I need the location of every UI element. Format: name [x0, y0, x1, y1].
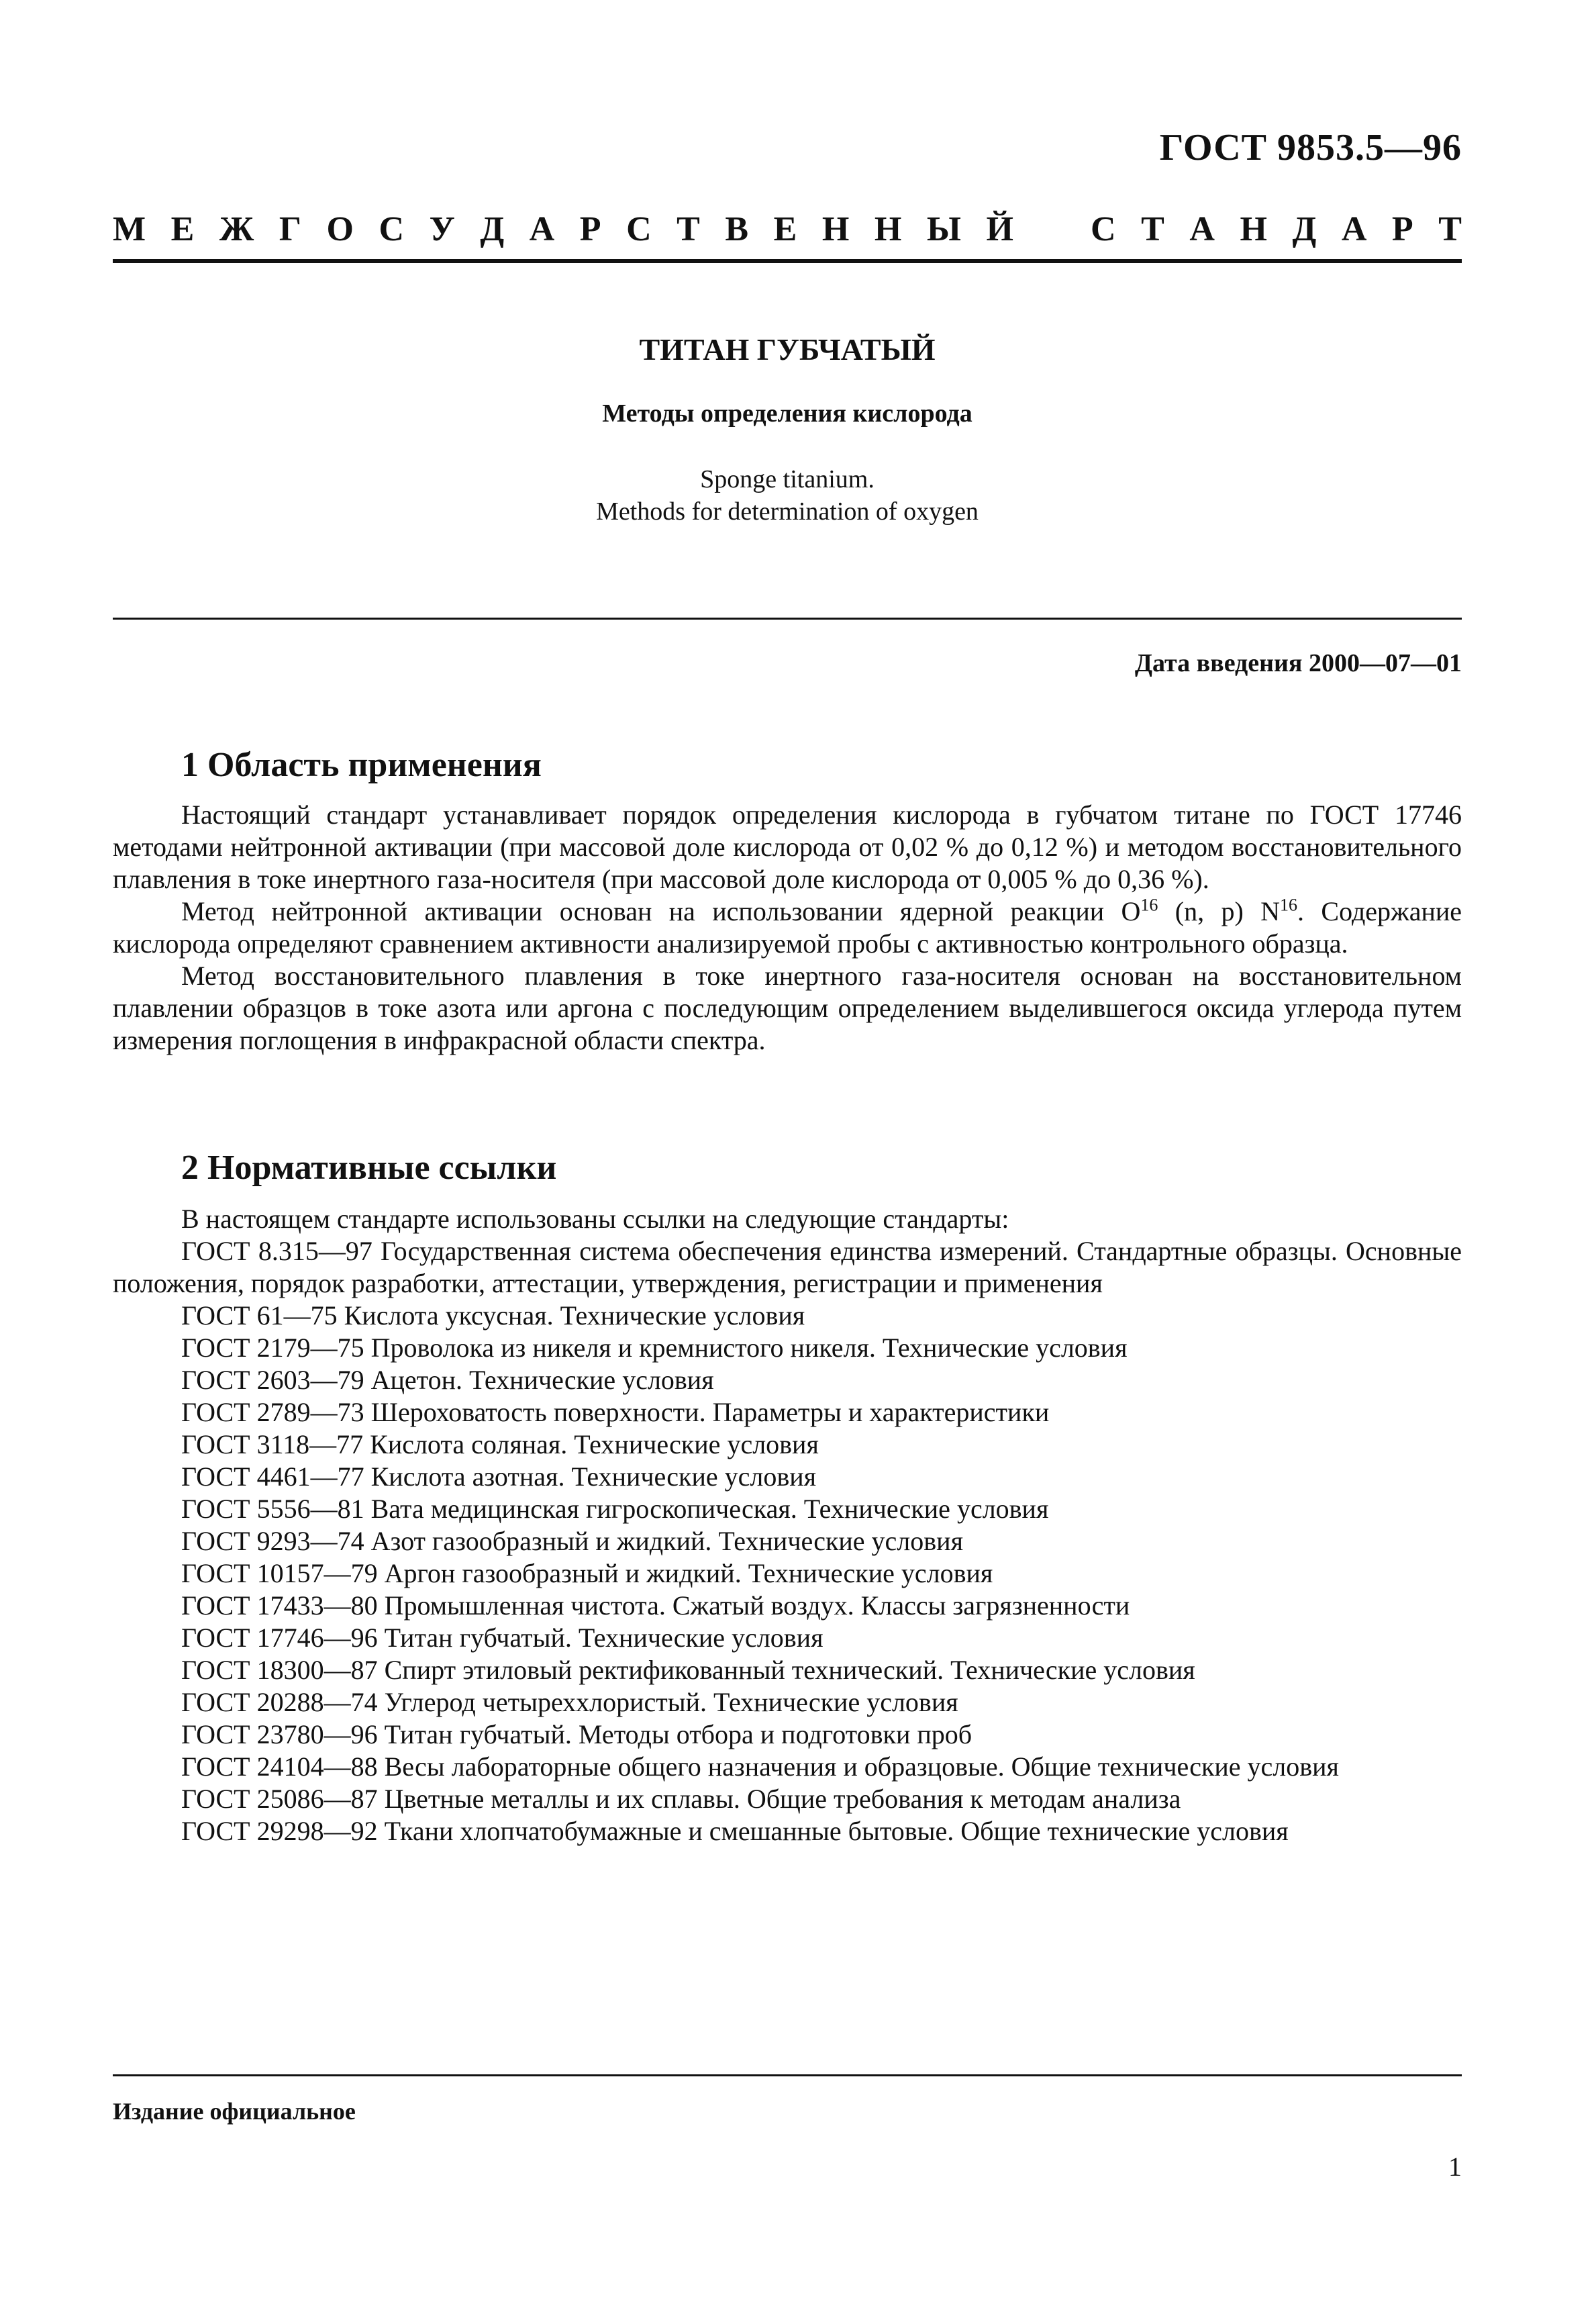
page-number: 1	[1448, 2152, 1462, 2182]
banner-letter: Й	[986, 210, 1013, 248]
english-title-line: Sponge titanium.	[700, 465, 875, 493]
text-run: (n, p) N	[1158, 896, 1281, 926]
banner-letter: Т	[1438, 210, 1462, 248]
reference-item: ГОСТ 17746—96 Титан губчатый. Технические условия	[181, 1623, 824, 1653]
reference-item: ГОСТ 8.315—97 Государственная система обеспечения единства измерений. Стандартные образцы. Основные положения, порядок разработки, аттестации, утверждения, регистрации и применения	[113, 1236, 1462, 1298]
title-divider	[113, 618, 1462, 620]
reference-item: ГОСТ 61—75 Кислота уксусная. Технические условия	[181, 1300, 805, 1331]
reference-item: ГОСТ 2603—79 Ацетон. Технические условия	[181, 1365, 714, 1395]
section-2-heading: 2 Нормативные ссылки	[181, 1149, 557, 1187]
reference-item: ГОСТ 10157—79 Аргон газообразный и жидкий. Технические условия	[181, 1558, 993, 1588]
references-intro: В настоящем стандарте использованы ссылки на следующие стандарты:	[181, 1204, 1009, 1234]
english-title	[113, 463, 1462, 528]
reference-item: ГОСТ 20288—74 Углерод четыреххлористый. Технические условия	[181, 1687, 958, 1717]
reference-item: ГОСТ 24104—88 Весы лабораторные общего назначения и образцовые. Общие технические условия	[181, 1751, 1339, 1782]
section-2-body	[113, 1203, 1462, 1847]
reference-item: ГОСТ 3118—77 Кислота соляная. Технические условия	[181, 1429, 819, 1459]
banner-letter: Т	[1141, 210, 1164, 248]
reference-item: ГОСТ 29298—92 Ткани хлопчатобумажные и смешанные бытовые. Общие технические условия	[181, 1816, 1289, 1846]
section-1-body	[113, 799, 1462, 1057]
reference-item: ГОСТ 2179—75 Проволока из никеля и кремнистого никеля. Технические условия	[181, 1333, 1128, 1363]
banner-letter: Н	[1240, 210, 1267, 248]
banner-letter: Е	[773, 210, 797, 248]
banner-letter: А	[529, 210, 555, 248]
banner-letter: У	[429, 210, 455, 248]
reference-item: ГОСТ 5556—81 Вата медицинская гигроскопическая. Технические условия	[181, 1494, 1049, 1524]
document-page	[113, 0, 1462, 2314]
text-run: Метод нейтронной активации основан на использовании ядерной реакции O	[181, 896, 1141, 926]
banner-letter: В	[725, 210, 749, 248]
interstate-standard-banner	[113, 209, 1462, 249]
banner-letter: М	[113, 210, 146, 248]
reference-item: ГОСТ 18300—87 Спирт этиловый ректификованный технический. Технические условия	[181, 1655, 1195, 1685]
banner-letter: Р	[1391, 210, 1413, 248]
section-1-heading: 1 Область применения	[181, 746, 542, 784]
banner-letter: Е	[170, 210, 195, 248]
banner-letter: Ж	[219, 210, 254, 248]
official-edition-label: Издание официальное	[113, 2098, 356, 2125]
document-title: ТИТАН ГУБЧАТЫЙ	[639, 332, 936, 367]
reference-item: ГОСТ 9293—74 Азот газообразный и жидкий. Технические условия	[181, 1526, 963, 1556]
document-subtitle: Методы определения кислорода	[602, 399, 972, 428]
banner-letter: С	[626, 210, 652, 248]
banner-letter: С	[379, 210, 405, 248]
introduction-date: Дата введения 2000—07—01	[1134, 649, 1462, 677]
text-run: . Содержание кислорода определяют сравнением активности анализируемой пробы с активностью контрольного образца.	[113, 896, 1462, 959]
banner-letter: Ы	[926, 210, 961, 248]
banner-letter: Н	[821, 210, 850, 248]
banner-letter: А	[1341, 210, 1367, 248]
paragraph: Настоящий стандарт устанавливает порядок определения кислорода в губчатом титане по ГОСТ 17746 методами нейтронной активации (при массовой доле кислорода от 0,02 % до 0,12 %) и методом восстановительного плавления в токе инертного газа-носителя (при массовой доле кислорода от 0,005 % до 0,36 %).	[113, 800, 1462, 894]
reference-item: ГОСТ 2789—73 Шероховатость поверхности. Параметры и характеристики	[181, 1397, 1050, 1427]
banner-letter: С	[1091, 210, 1116, 248]
reference-item: ГОСТ 23780—96 Титан губчатый. Методы отбора и подготовки проб	[181, 1719, 972, 1749]
footer-divider	[113, 2074, 1462, 2076]
banner-letter: Г	[279, 210, 301, 248]
banner-spacer	[1038, 209, 1065, 249]
banner-letter: Р	[579, 210, 601, 248]
paragraph	[113, 896, 1462, 960]
document-code: ГОСТ 9853.5—96	[1159, 127, 1462, 168]
banner-letter: Д	[480, 210, 505, 248]
reference-item: ГОСТ 25086—87 Цветные металлы и их сплавы. Общие требования к методам анализа	[181, 1784, 1181, 1814]
english-title-line: Methods for determination of oxygen	[596, 497, 979, 526]
superscript: 16	[1140, 895, 1158, 915]
reference-item: ГОСТ 17433—80 Промышленная чистота. Сжатый воздух. Классы загрязненности	[181, 1590, 1130, 1621]
banner-letter: Н	[874, 210, 902, 248]
superscript: 16	[1280, 895, 1298, 915]
banner-letter: О	[326, 210, 354, 248]
banner-letter: Т	[677, 210, 700, 248]
header-divider	[113, 259, 1462, 263]
banner-letter: Д	[1292, 210, 1317, 248]
reference-item: ГОСТ 4461—77 Кислота азотная. Технические условия	[181, 1461, 817, 1492]
paragraph: Метод восстановительного плавления в токе инертного газа-носителя основан на восстановительном плавлении образцов в токе азота или аргона с последующим определением выделившегося оксида углерода путем измерения поглощения в инфракрасной области спектра.	[113, 961, 1462, 1055]
banner-letter: А	[1189, 210, 1215, 248]
